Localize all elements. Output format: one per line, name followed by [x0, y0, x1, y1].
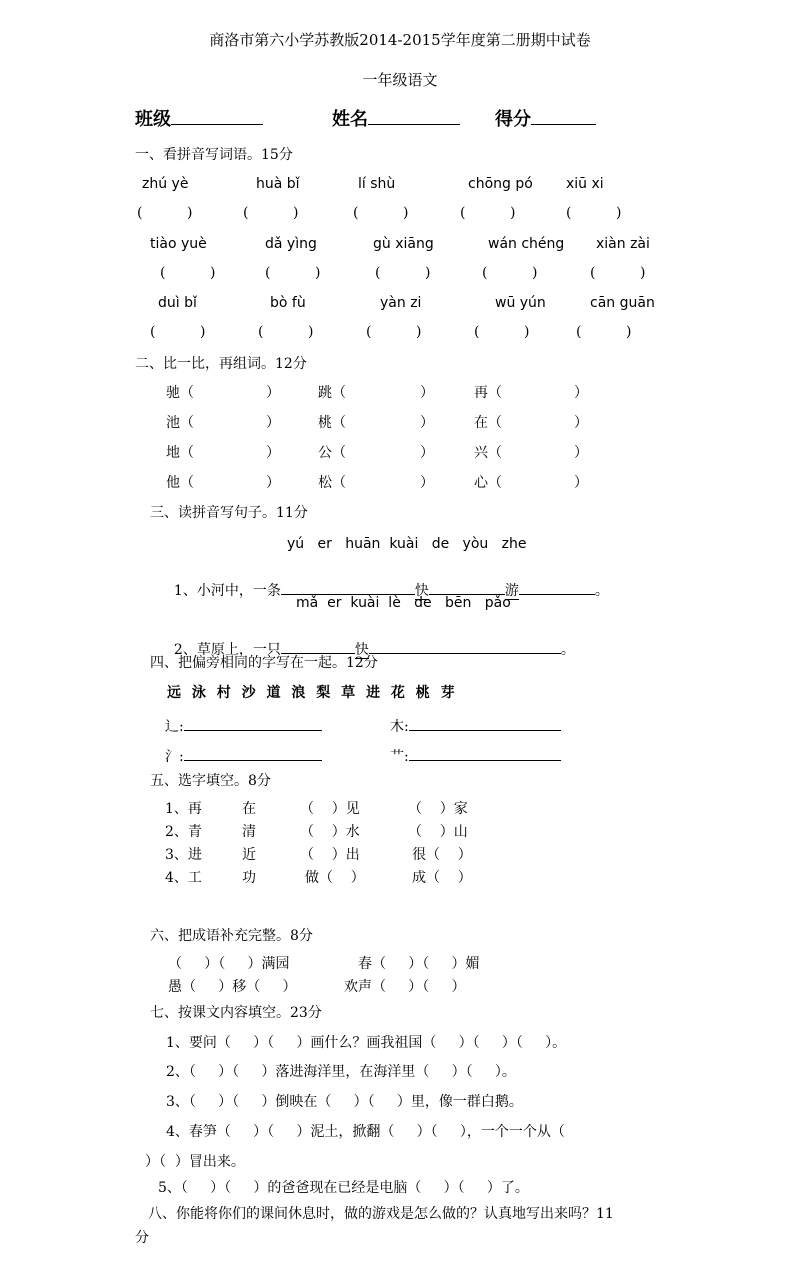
section-6-heading: 六、把成语补充完整。8分 — [150, 928, 313, 944]
choice-blank[interactable]: 做（ ） — [305, 870, 365, 886]
choice-char-a: 3、进 — [165, 847, 202, 863]
choice-char-a: 1、再 — [165, 801, 202, 817]
choice-char-b: 在 — [242, 801, 256, 817]
pinyin-item: cān guān — [590, 295, 655, 311]
pinyin-item: xiū xi — [566, 176, 604, 192]
pinyin-item: zhú yè — [142, 176, 189, 192]
compare-char: 驰（ — [166, 385, 194, 401]
choice-char-b: 清 — [242, 824, 256, 840]
radical-mu: 木: — [390, 719, 409, 735]
idiom-2[interactable]: 春（ ）（ ）媚 — [358, 956, 480, 972]
score-field[interactable] — [495, 110, 596, 129]
recite-line-3[interactable]: 3、（ ）（ ）倒映在（ ）（ ）里，像一群白鹅。 — [166, 1094, 523, 1110]
radical-chuo: 辶: — [165, 719, 184, 735]
pinyin-sentence: mǎ er kuài lè de bēn pǎo — [296, 595, 511, 611]
answer-paren[interactable]: ( ) — [474, 324, 530, 340]
sentence-2[interactable] — [165, 625, 575, 657]
radical-shui-field[interactable] — [165, 746, 322, 764]
compare-char: 松（ — [318, 475, 346, 491]
answer-paren[interactable]: ( ) — [375, 265, 431, 281]
answer-paren[interactable]: ( ) — [566, 205, 622, 221]
idiom-4[interactable]: 欢声（ ）（ ） — [344, 979, 466, 995]
answer-paren[interactable]: ( ) — [160, 265, 216, 281]
answer-paren[interactable]: ( ) — [258, 324, 314, 340]
pinyin-item: chōng pó — [468, 176, 533, 192]
compare-close: ） — [266, 445, 280, 461]
answer-paren[interactable]: ( ) — [150, 324, 206, 340]
name-field[interactable] — [332, 110, 460, 129]
answer-paren[interactable]: ( ) — [482, 265, 538, 281]
class-label: 班级 — [135, 109, 171, 130]
pinyin-item: xiàn zài — [596, 236, 650, 252]
sentence-2-fast: 快 — [354, 642, 369, 658]
compare-char: 跳（ — [318, 385, 346, 401]
compare-close: ） — [574, 475, 588, 491]
pinyin-item: duì bǐ — [158, 295, 197, 311]
recite-line-4[interactable]: 4、春笋（ ）（ ）泥土，掀翻（ ）（ ），一个一个从（ — [166, 1124, 565, 1140]
choice-blank[interactable]: （ ）见 — [300, 801, 360, 817]
answer-paren[interactable]: ( ) — [576, 324, 632, 340]
section-3-heading: 三、读拼音写句子。11分 — [150, 505, 308, 521]
sentence-1[interactable] — [165, 566, 609, 598]
answer-paren[interactable]: ( ) — [265, 265, 321, 281]
compare-close: ） — [420, 415, 434, 431]
choice-blank[interactable]: （ ）水 — [300, 824, 360, 840]
compare-char: 地（ — [166, 445, 194, 461]
compare-close: ） — [420, 475, 434, 491]
section-8-heading-cont: 分 — [135, 1230, 149, 1246]
sentence-1-prefix: 1、小河中，一条 — [173, 583, 281, 599]
section-5-heading: 五、选字填空。8分 — [150, 773, 271, 789]
exam-title: 商洛市第六小学苏教版2014-2015学年度第二册期中试卷 — [209, 31, 591, 49]
choice-blank[interactable]: （ ）家 — [408, 801, 468, 817]
pinyin-item: yàn zi — [380, 295, 422, 311]
answer-paren[interactable]: ( ) — [137, 205, 193, 221]
compare-char: 他（ — [166, 475, 194, 491]
pinyin-item: gù xiāng — [373, 236, 434, 252]
pinyin-item: dǎ yìng — [265, 236, 317, 252]
sentence-1-end: 。 — [594, 583, 609, 599]
pinyin-item: wū yún — [495, 295, 546, 311]
compare-close: ） — [420, 385, 434, 401]
answer-paren[interactable]: ( ) — [243, 205, 299, 221]
choice-blank[interactable]: （ ）山 — [408, 824, 468, 840]
choice-char-b: 近 — [242, 847, 256, 863]
recite-line-1[interactable]: 1、要问（ ）（ ）画什么？画我祖国（ ）（ ）（ ）。 — [166, 1035, 567, 1051]
pinyin-sentence: yú er huān kuài de yòu zhe — [287, 536, 527, 552]
pinyin-item: wán chéng — [488, 236, 565, 252]
compare-char: 在（ — [474, 415, 502, 431]
class-field[interactable] — [135, 110, 263, 129]
compare-close: ） — [266, 385, 280, 401]
pinyin-item: tiào yuè — [150, 236, 207, 252]
exam-subtitle: 一年级语文 — [362, 71, 438, 89]
char-list: 远 泳 村 沙 道 浪 梨 草 进 花 桃 芽 — [167, 685, 455, 701]
section-2-heading: 二、比一比，再组词。12分 — [135, 356, 307, 372]
choice-char-a: 2、青 — [165, 824, 202, 840]
radical-cao-field[interactable] — [390, 746, 561, 764]
compare-close: ） — [266, 475, 280, 491]
recite-line-2[interactable]: 2、（ ）（ ）落进海洋里，在海洋里（ ）（ ）。 — [166, 1064, 516, 1080]
sentence-2-end: 。 — [560, 642, 575, 658]
idiom-1[interactable]: （ ）（ ）满园 — [168, 956, 290, 972]
section-4-heading: 四、把偏旁相同的字写在一起。12分 — [150, 655, 378, 671]
radical-mu-field[interactable] — [390, 716, 561, 734]
radical-shui: 氵: — [165, 749, 184, 765]
compare-char: 再（ — [474, 385, 502, 401]
radical-cao: 艹: — [390, 749, 409, 765]
compare-close: ） — [574, 385, 588, 401]
name-label: 姓名 — [332, 109, 368, 130]
recite-line-5[interactable]: 5、（ ）（ ）的爸爸现在已经是电脑（ ）（ ）了。 — [158, 1180, 529, 1196]
section-7-heading: 七、按课文内容填空。23分 — [150, 1005, 322, 1021]
section-8-heading: 八、你能将你们的课间休息时，做的游戏是怎么做的？认真地写出来吗？11 — [148, 1206, 614, 1222]
compare-char: 兴（ — [474, 445, 502, 461]
pinyin-item: bò fù — [270, 295, 306, 311]
choice-blank[interactable]: 成（ ） — [412, 870, 472, 886]
score-label: 得分 — [495, 109, 531, 130]
choice-char-b: 功 — [242, 870, 256, 886]
sentence-1-swim: 游 — [504, 583, 519, 599]
pinyin-item: lí shù — [358, 176, 396, 192]
compare-close: ） — [420, 445, 434, 461]
sentence-1-fast: 快 — [414, 583, 429, 599]
choice-blank[interactable]: （ ）出 — [300, 847, 360, 863]
compare-char: 池（ — [166, 415, 194, 431]
answer-paren[interactable]: ( ) — [590, 265, 646, 281]
answer-paren[interactable]: ( ) — [353, 205, 409, 221]
compare-close: ） — [574, 445, 588, 461]
idiom-3[interactable]: 愚（ ）移（ ） — [168, 979, 297, 995]
compare-close: ） — [266, 415, 280, 431]
compare-char: 心（ — [474, 475, 502, 491]
choice-char-a: 4、工 — [165, 870, 202, 886]
compare-char: 公（ — [318, 445, 346, 461]
recite-line-4-cont[interactable]: ）（ ）冒出来。 — [145, 1154, 245, 1170]
compare-close: ） — [574, 415, 588, 431]
sentence-2-prefix: 2、草原上，一只 — [173, 642, 281, 658]
section-1-heading: 一、看拼音写词语。15分 — [135, 147, 293, 163]
compare-char: 桃（ — [318, 415, 346, 431]
answer-paren[interactable]: ( ) — [366, 324, 422, 340]
pinyin-item: huà bǐ — [256, 176, 300, 192]
choice-blank[interactable]: 很（ ） — [412, 847, 472, 863]
radical-chuo-field[interactable] — [165, 716, 322, 734]
answer-paren[interactable]: ( ) — [460, 205, 516, 221]
